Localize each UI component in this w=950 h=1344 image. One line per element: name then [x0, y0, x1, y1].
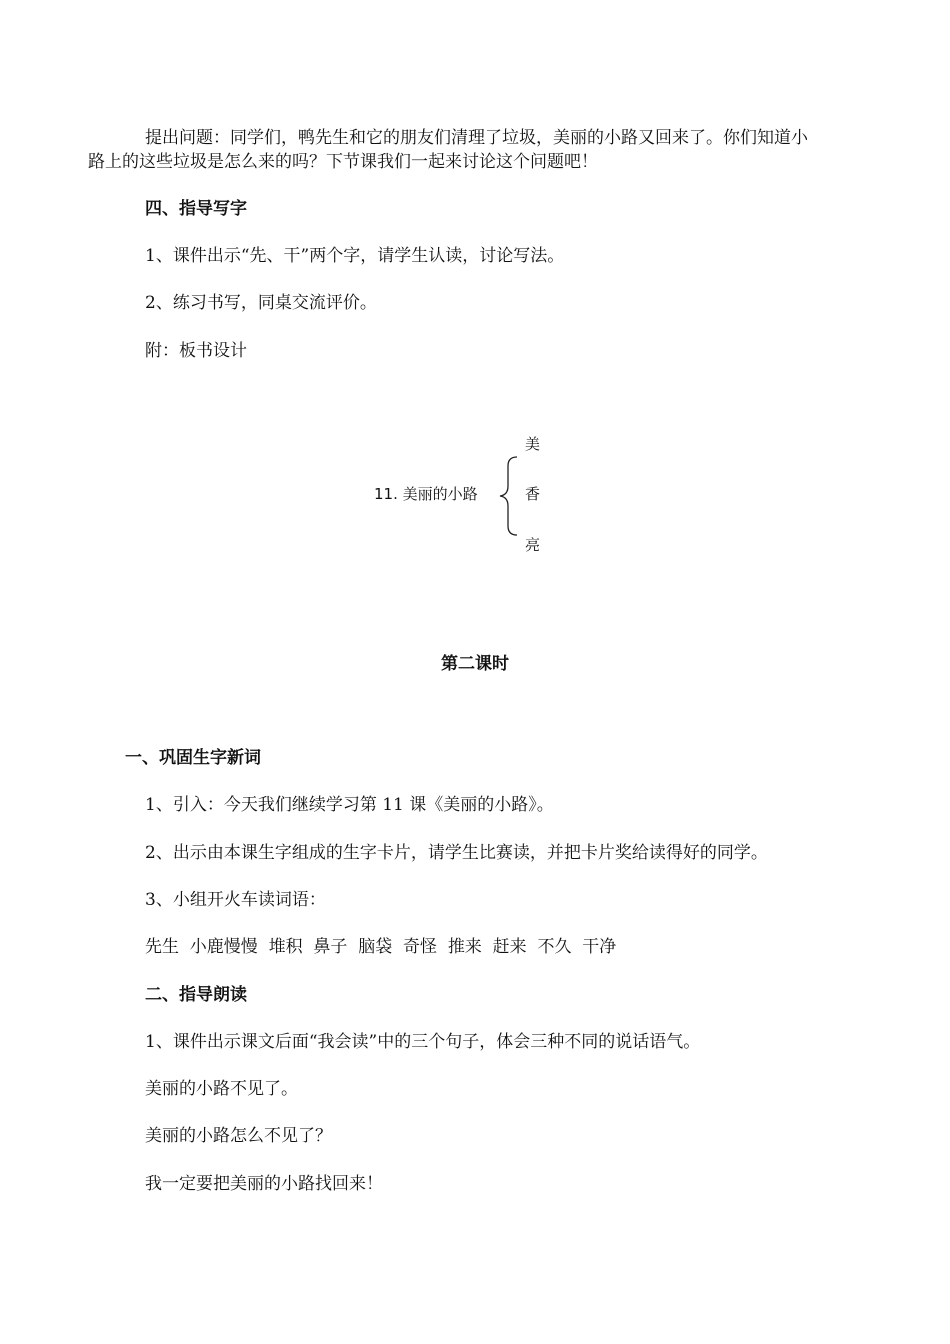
section-heading: 四、指导写字 — [145, 199, 247, 219]
lesson-heading: 第二课时 — [441, 654, 509, 674]
example-sentence: 我一定要把美丽的小路找回来！ — [145, 1174, 383, 1194]
list-item: 1、引入：今天我们继续学习第 11 课《美丽的小路》。 — [145, 795, 554, 815]
list-item: 2、出示由本课生字组成的生字卡片，请学生比赛读，并把卡片奖给读得好的同学。 — [145, 843, 768, 863]
appendix-label: 附：板书设计 — [145, 341, 247, 361]
word-list: 先生 小鹿慢慢 堆积 鼻子 脑袋 奇怪 推来 赶来 不久 干净 — [145, 937, 617, 957]
board-design — [360, 425, 600, 565]
board-title: 11. 美丽的小路 — [374, 485, 478, 503]
board-item: 美 — [525, 435, 541, 453]
list-item: 3、小组开火车读词语： — [145, 890, 326, 910]
section-heading: 二、指导朗读 — [145, 985, 247, 1005]
paragraph-line: 路上的这些垃圾是怎么来的吗？下节课我们一起来讨论这个问题吧！ — [88, 152, 598, 172]
paragraph-line: 提出问题：同学们，鸭先生和它的朋友们清理了垃圾，美丽的小路又回来了。你们知道小 — [145, 128, 808, 148]
board-item: 香 — [525, 485, 541, 503]
example-sentence: 美丽的小路不见了。 — [145, 1079, 298, 1099]
list-item: 1、课件出示“先、干”两个字，请学生认读，讨论写法。 — [145, 246, 565, 266]
list-item: 2、练习书写，同桌交流评价。 — [145, 293, 377, 313]
example-sentence: 美丽的小路怎么不见了？ — [145, 1126, 332, 1146]
curly-brace-icon — [495, 455, 525, 537]
list-item: 1、课件出示课文后面“我会读”中的三个句子，体会三种不同的说话语气。 — [145, 1032, 701, 1052]
board-item: 亮 — [525, 536, 541, 554]
section-heading: 一、巩固生字新词 — [125, 748, 261, 768]
